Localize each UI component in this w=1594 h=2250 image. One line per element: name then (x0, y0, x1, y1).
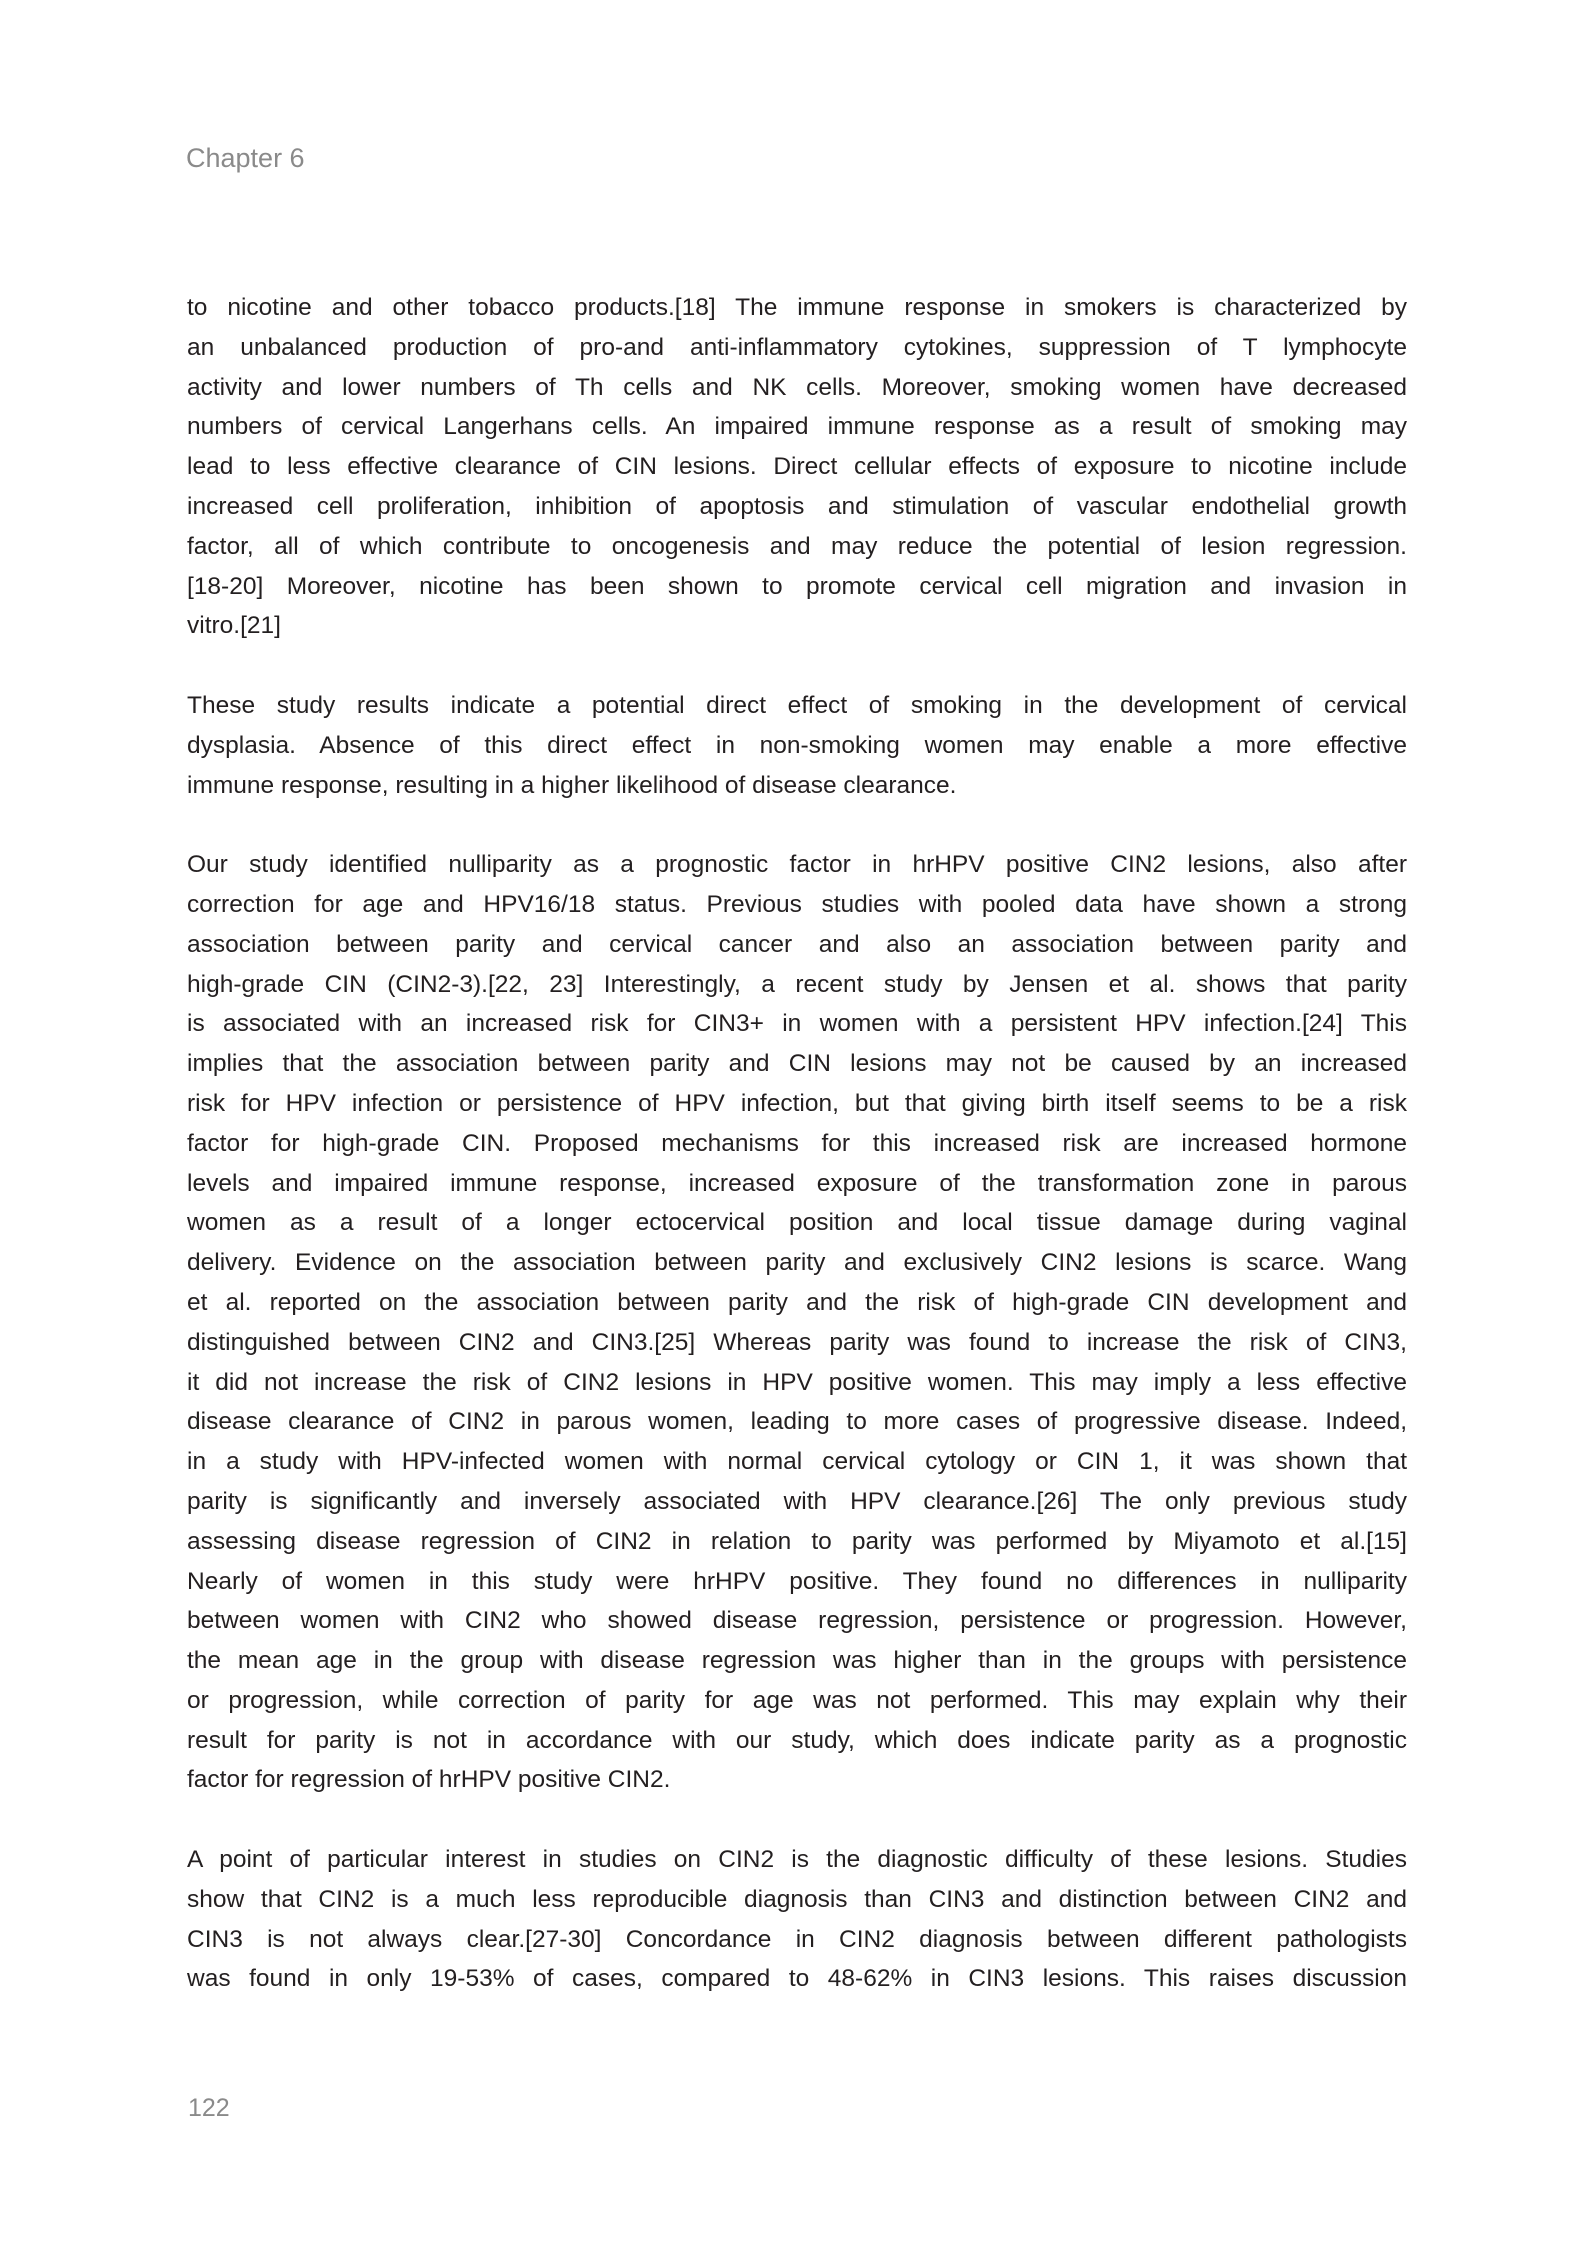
text-line: implies that the association between parity and CIN lesions may not be caused by an increased (187, 1050, 1407, 1078)
text-line: delivery. Evidence on the association between parity and exclusively CIN2 lesions is scarce. Wang (187, 1249, 1407, 1277)
text-line: Our study identified nulliparity as a prognostic factor in hrHPV positive CIN2 lesions, also after (187, 851, 1407, 879)
text-line: factor, all of which contribute to oncogenesis and may reduce the potential of lesion regression. (187, 532, 1407, 560)
text-line: A point of particular interest in studies on CIN2 is the diagnostic difficulty of these lesions. Studies (187, 1846, 1407, 1874)
text-line: [18-20] Moreover, nicotine has been shown to promote cervical cell migration and invasion in (187, 572, 1407, 600)
text-line: et al. reported on the association between parity and the risk of high-grade CIN development and (187, 1288, 1407, 1316)
text-line: activity and lower numbers of Th cells and NK cells. Moreover, smoking women have decreased (187, 373, 1407, 401)
text-line: is associated with an increased risk for CIN3+ in women with a persistent HPV infection.[24] This (187, 1010, 1407, 1038)
text-line: lead to less effective clearance of CIN lesions. Direct cellular effects of exposure to nicotine include (187, 453, 1407, 481)
body-text (187, 288, 1407, 2039)
paragraph (187, 288, 1407, 646)
text-line: factor for high-grade CIN. Proposed mechanisms for this increased risk are increased hormone (187, 1129, 1407, 1157)
text-line: Nearly of women in this study were hrHPV positive. They found no differences in nulliparity (187, 1567, 1407, 1595)
text-line: association between parity and cervical cancer and also an association between parity and (187, 930, 1407, 958)
text-line: was found in only 19-53% of cases, compared to 48-62% in CIN3 lesions. This raises discussion (187, 1965, 1407, 1993)
text-line: CIN3 is not always clear.[27-30] Concordance in CIN2 diagnosis between different pathologists (187, 1925, 1407, 1953)
text-line: dysplasia. Absence of this direct effect in non-smoking women may enable a more effective (187, 731, 1407, 759)
text-line: high-grade CIN (CIN2-3).[22, 23] Interestingly, a recent study by Jensen et al. shows that parity (187, 970, 1407, 998)
text-line: or progression, while correction of parity for age was not performed. This may explain why their (187, 1686, 1407, 1714)
text-line: to nicotine and other tobacco products.[18] The immune response in smokers is characterized by (187, 294, 1407, 321)
text-line: factor for regression of hrHPV positive CIN2. (187, 1766, 671, 1794)
text-line: in a study with HPV-infected women with normal cervical cytology or CIN 1, it was shown that (187, 1448, 1407, 1476)
paragraph (187, 1840, 1407, 1999)
text-line: women as a result of a longer ectocervical position and local tissue damage during vaginal (187, 1209, 1407, 1237)
paragraph (187, 845, 1407, 1800)
text-line: show that CIN2 is a much less reproducible diagnosis than CIN3 and distinction between CIN2 and (187, 1885, 1407, 1913)
text-line: immune response, resulting in a higher likelihood of disease clearance. (187, 771, 957, 799)
text-line: the mean age in the group with disease regression was higher than in the groups with persistence (187, 1647, 1407, 1675)
text-line: an unbalanced production of pro-and anti-inflammatory cytokines, suppression of T lymphocyte (187, 333, 1407, 361)
paragraph (187, 686, 1407, 805)
text-line: correction for age and HPV16/18 status. Previous studies with pooled data have shown a strong (187, 890, 1407, 918)
page-number: 122 (188, 2094, 230, 2122)
text-line: it did not increase the risk of CIN2 lesions in HPV positive women. This may imply a less effective (187, 1368, 1407, 1396)
text-line: vitro.[21] (187, 612, 281, 640)
text-line: disease clearance of CIN2 in parous women, leading to more cases of progressive disease. Indeed, (187, 1408, 1407, 1436)
text-line: distinguished between CIN2 and CIN3.[25] Whereas parity was found to increase the risk of CIN3, (187, 1328, 1407, 1356)
text-line: result for parity is not in accordance with our study, which does indicate parity as a prognostic (187, 1726, 1407, 1754)
text-line: increased cell proliferation, inhibition of apoptosis and stimulation of vascular endothelial growth (187, 492, 1407, 520)
text-line: assessing disease regression of CIN2 in relation to parity was performed by Miyamoto et al.[15] (187, 1527, 1407, 1555)
text-line: parity is significantly and inversely associated with HPV clearance.[26] The only previous study (187, 1487, 1407, 1515)
running-head: Chapter 6 (186, 143, 305, 173)
text-line: risk for HPV infection or persistence of HPV infection, but that giving birth itself seems to be a risk (187, 1089, 1407, 1117)
text-line: between women with CIN2 who showed disease regression, persistence or progression. However, (187, 1607, 1407, 1635)
text-line: numbers of cervical Langerhans cells. An impaired immune response as a result of smoking may (187, 413, 1407, 441)
text-line: levels and impaired immune response, increased exposure of the transformation zone in parous (187, 1169, 1407, 1197)
text-line: These study results indicate a potential direct effect of smoking in the development of cervical (187, 691, 1407, 719)
